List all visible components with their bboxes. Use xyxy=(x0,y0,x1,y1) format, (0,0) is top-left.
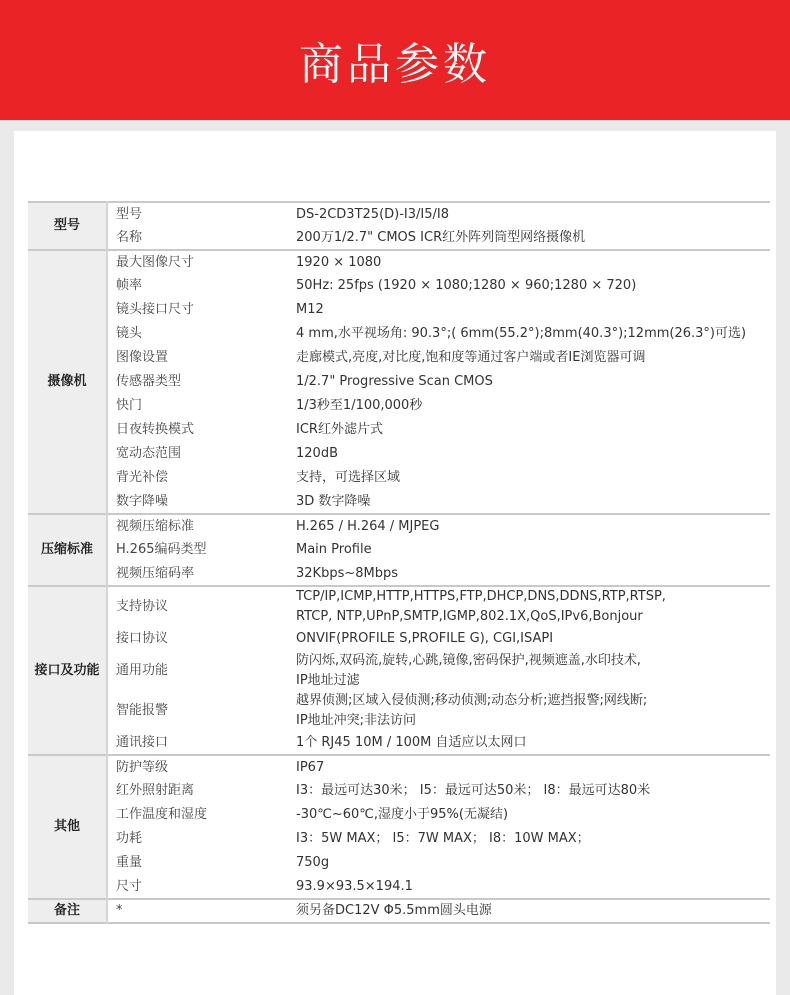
spec-table xyxy=(28,201,770,924)
param-value xyxy=(284,827,770,851)
param-name: 接口协议 xyxy=(116,631,169,646)
param-value xyxy=(284,514,770,538)
param-value xyxy=(284,226,770,250)
table-row xyxy=(28,779,770,803)
param-name: 名称 xyxy=(116,229,143,245)
param-value-line: M12 xyxy=(296,302,324,317)
param-value-line: 防闪烁,双码流,旋转,心跳,镜像,密码保护,视频遮盖,水印技术, xyxy=(296,653,642,668)
param-name: 功耗 xyxy=(116,831,143,846)
param-name: 型号 xyxy=(107,202,284,226)
table-row xyxy=(28,370,770,394)
param-value xyxy=(284,322,770,346)
table-row xyxy=(28,899,770,923)
table-row xyxy=(28,731,770,755)
param-value-line: 1/2.7" Progressive Scan CMOS xyxy=(296,374,493,389)
table-row xyxy=(28,562,770,586)
param-value-line: I3：最远可达30米； I5：最远可达50米； I8：最远可达80米 xyxy=(296,783,651,798)
table-row xyxy=(28,226,770,250)
param-value-line: 1920 × 1080 xyxy=(296,254,382,270)
param-value xyxy=(284,651,770,691)
param-value-line: -30℃~60℃,湿度小于95%(无凝结) xyxy=(296,807,509,822)
param-value xyxy=(284,298,770,322)
param-name: 数字降噪 xyxy=(116,493,169,509)
param-value-line: 3D 数字降噪 xyxy=(296,493,371,509)
group-label: 压缩标准 xyxy=(28,514,107,586)
param-value-line: IP地址冲突;非法访问 xyxy=(296,713,417,728)
param-name: 快门 xyxy=(116,398,143,413)
table-row xyxy=(28,394,770,418)
header-banner xyxy=(0,0,790,120)
table-row xyxy=(28,875,770,899)
param-value xyxy=(284,442,770,466)
param-value xyxy=(284,691,770,731)
param-value xyxy=(284,899,770,923)
param-value xyxy=(284,851,770,875)
table-row xyxy=(28,298,770,322)
param-value-line: RTCP, NTP,UPnP,SMTP,IGMP,802.1X,QoS,IPv6,Bonjour xyxy=(296,609,643,624)
table-row xyxy=(28,442,770,466)
page-title: 商品参数 xyxy=(299,39,491,90)
param-value xyxy=(284,731,770,755)
param-value-line: 支持，可选择区域 xyxy=(296,470,401,485)
table-row xyxy=(28,586,770,627)
param-value-line: TCP/IP,ICMP,HTTP,HTTPS,FTP,DHCP,DNS,DDNS,RTP,RTSP, xyxy=(296,589,666,604)
param-value xyxy=(284,562,770,586)
param-value-line: H.265 / H.264 / MJPEG xyxy=(296,518,440,534)
table-row xyxy=(28,250,770,274)
param-value-line: 93.9×93.5×194.1 xyxy=(296,878,413,894)
table-row xyxy=(28,851,770,875)
param-value-line: 750g xyxy=(296,855,330,870)
param-value xyxy=(284,370,770,394)
table-row xyxy=(28,538,770,562)
param-value-line: I3：5W MAX； I5：7W MAX； I8：10W MAX； xyxy=(296,831,590,846)
param-name: 通用功能 xyxy=(116,663,169,678)
param-name: 防护等级 xyxy=(107,755,284,779)
param-value-line: 200万1/2.7" CMOS ICR红外阵列筒型网络摄像机 xyxy=(296,229,586,245)
param-value xyxy=(284,394,770,418)
param-value-line: 越界侦测;区域入侵侦测;移动侦测;动态分析;遮挡报警;网线断; xyxy=(296,693,648,708)
param-value xyxy=(284,490,770,514)
param-value-line: DS-2CD3T25(D)-I3/I5/I8 xyxy=(296,206,449,222)
table-row xyxy=(28,346,770,370)
param-name: 镜头接口尺寸 xyxy=(116,302,195,317)
param-value-line: 50Hz: 25fps (1920 × 1080;1280 × 960;1280 × 720) xyxy=(296,278,637,293)
table-row xyxy=(28,514,770,538)
param-name: 宽动态范围 xyxy=(116,446,182,461)
param-name: 镜头 xyxy=(116,326,143,341)
param-value-line: 4 mm,水平视场角: 90.3°;( 6mm(55.2°);8mm(40.3°);12mm(26.3°)可选) xyxy=(296,326,747,341)
param-value xyxy=(284,202,770,226)
table-row xyxy=(28,490,770,514)
table-row xyxy=(28,274,770,298)
table-row xyxy=(28,827,770,851)
param-value-line: 1个 RJ45 10M / 100M 自适应以太网口 xyxy=(296,734,527,750)
table-row xyxy=(28,627,770,651)
param-value-line: IP67 xyxy=(296,759,325,775)
table-row xyxy=(28,651,770,691)
param-name: 智能报警 xyxy=(116,703,169,718)
param-value xyxy=(284,346,770,370)
table-row xyxy=(28,202,770,226)
param-name: 尺寸 xyxy=(116,878,143,894)
param-value xyxy=(284,627,770,651)
param-value xyxy=(284,875,770,899)
group-label: 摄像机 xyxy=(28,250,107,514)
param-value-line: 须另备DC12V Φ5.5mm圆头电源 xyxy=(296,903,492,918)
param-value xyxy=(284,250,770,274)
table-row xyxy=(28,691,770,731)
param-value-line: Main Profile xyxy=(296,542,372,557)
param-name: 最大图像尺寸 xyxy=(107,250,284,274)
table-row xyxy=(28,803,770,827)
param-value xyxy=(284,418,770,442)
param-value xyxy=(284,755,770,779)
param-value-line: IP地址过滤 xyxy=(296,673,360,688)
param-name: 重量 xyxy=(116,855,143,870)
param-value-line: 走廊模式,亮度,对比度,饱和度等通过客户端或者IE浏览器可调 xyxy=(296,350,646,365)
table-row xyxy=(28,466,770,490)
param-name: 传感器类型 xyxy=(116,374,182,389)
param-value-line: 120dB xyxy=(296,446,338,461)
param-name: 视频压缩码率 xyxy=(116,565,195,581)
group-label: 其他 xyxy=(28,755,107,899)
param-name: 视频压缩标准 xyxy=(107,514,284,538)
param-value xyxy=(284,538,770,562)
param-value-line: ONVIF(PROFILE S,PROFILE G), CGI,ISAPI xyxy=(296,631,554,646)
param-value xyxy=(284,779,770,803)
param-name: * xyxy=(107,899,284,923)
param-name: H.265编码类型 xyxy=(116,542,207,557)
param-value xyxy=(284,466,770,490)
table-row xyxy=(28,322,770,346)
param-value xyxy=(284,586,770,627)
group-label: 型号 xyxy=(28,202,107,250)
table-row xyxy=(28,418,770,442)
param-name: 背光补偿 xyxy=(116,470,169,485)
param-name: 图像设置 xyxy=(116,350,169,365)
param-value-line: 32Kbps~8Mbps xyxy=(296,565,399,581)
group-label: 备注 xyxy=(28,899,107,923)
param-value xyxy=(284,274,770,298)
param-value-line: 1/3秒至1/100,000秒 xyxy=(296,398,423,413)
param-value xyxy=(284,803,770,827)
param-name: 支持协议 xyxy=(107,586,284,627)
param-value-line: ICR红外滤片式 xyxy=(296,422,383,437)
param-name: 帧率 xyxy=(116,278,143,293)
group-label: 接口及功能 xyxy=(28,586,107,755)
param-name: 工作温度和湿度 xyxy=(116,807,208,822)
table-row xyxy=(28,755,770,779)
param-name: 红外照射距离 xyxy=(116,783,195,798)
param-name: 通讯接口 xyxy=(116,734,169,750)
param-name: 日夜转换模式 xyxy=(116,422,195,437)
spec-card xyxy=(14,131,776,995)
